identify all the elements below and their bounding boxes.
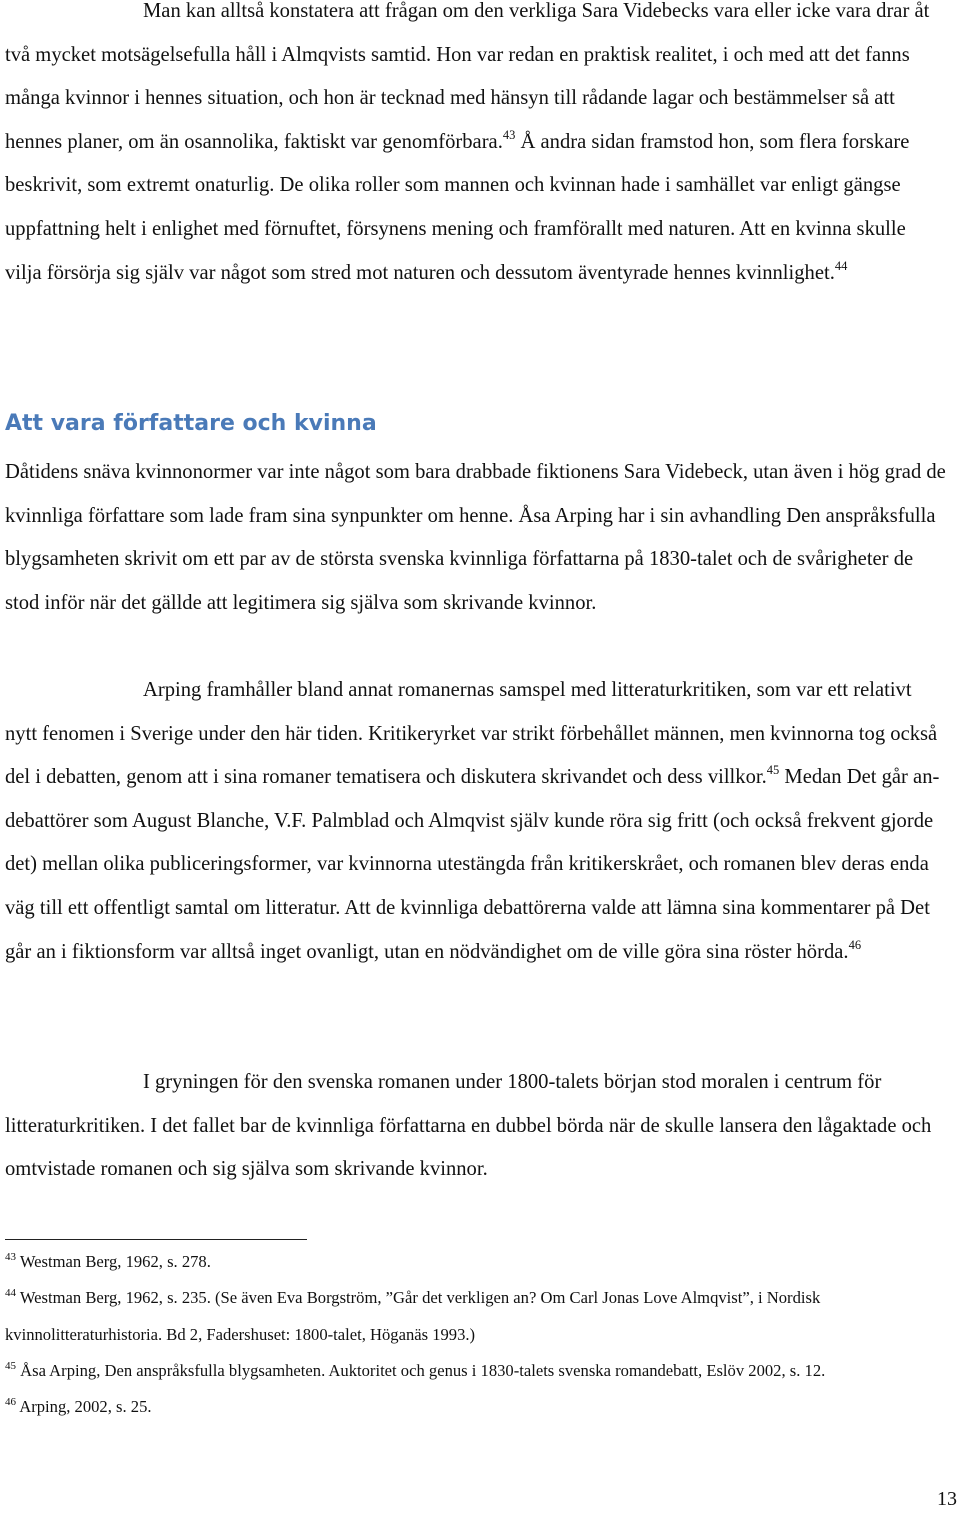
footnote-ref-43[interactable]: 43 <box>502 127 516 142</box>
paragraph-arping-romanerna <box>5 669 947 974</box>
footnote-text: Westman Berg, 1962, s. 235. (Se även Eva Borgström, ”Går det verkligen an? Om Carl Jonas Love Almqvist”, i Nordisk kvinnolitteraturhistoria. Bd 2, Fadershuset: 1800-talet, Höganäs 1993.) <box>5 1288 821 1344</box>
footnote-ref-44[interactable]: 44 <box>834 258 848 273</box>
section-heading: Att vara författare och kvinna <box>5 411 377 436</box>
footnote-44 <box>5 1280 950 1353</box>
paragraph-text: Å andra sidan framstod hon, som flera forskare beskrivit, som extremt onaturlig. De olika roller som mannen och kvinnan hade i samhället var enligt gängse uppfattning helt i enlighet med förnuftet, försynens mening och framförallt med naturen. Att en kvinna skulle vilja försörja sig själv var något som stred mot naturen och dessutom äventyrade hennes kvinnlighet. <box>5 130 910 284</box>
footnote-46 <box>5 1389 950 1425</box>
footnotes <box>5 1244 950 1425</box>
footnote-text: Westman Berg, 1962, s. 278. <box>16 1252 211 1271</box>
paragraph-gryningen: I gryningen för den svenska romanen under 1800-talets början stod moralen i centrum för litteraturkritiken. I det fallet bar de kvinnliga författarna en dubbel börda när de skulle lansera den lågaktade och omtvistade romanen och sig själva som skrivande kvinnor. <box>5 1071 932 1181</box>
footnote-43 <box>5 1244 950 1280</box>
footnote-number: 46 <box>5 1396 16 1409</box>
footnote-ref-45[interactable]: 45 <box>766 763 780 778</box>
footnote-number: 45 <box>5 1359 16 1372</box>
paragraph-text: Medan Det går an-debattörer som August Blanche, V.F. Palmblad och Almqvist själv kunde röra sig fritt (och också frekvent gjorde det) mellan olika publiceringsformer, var kvinnorna utestängda från kritikerskrået, och romanen blev deras enda väg till ett offentligt samtal om litteratur. Att de kvinnliga debattörerna valde att lämna sina kommentarer på Det går an i fiktionsform var alltså inget ovanligt, utan en nödvändighet om de ville göra sina röster hörda. <box>5 766 940 963</box>
paragraph-kvinnonormer: Dåtidens snäva kvinnonormer var inte något som bara drabbade fiktionens Sara Videbeck, utan även i hög grad de kvinnliga författare som lade fram sina synpunkter om henne. Åsa Arping har i sin avhandling Den anspråksfulla blygsamheten skrivit om ett par av de största svenska kvinnliga författarna på 1830-talet och de svårigheter de stod inför när det gällde att legitimera sig själva som skrivande kvinnor. <box>5 461 946 614</box>
footnote-text: Arping, 2002, s. 25. <box>16 1397 152 1417</box>
paragraph-sara-videbeck <box>5 0 947 295</box>
footnote-number: 43 <box>5 1251 16 1263</box>
footnote-text: Åsa Arping, Den anspråksfulla blygsamheten. Auktoritet och genus i 1830-talets svenska romandebatt, Eslöv 2002, s. 12. <box>16 1360 826 1380</box>
paragraph-text: Man kan alltså konstatera att frågan om den verkliga Sara Videbecks vara eller icke vara drar åt två mycket motsägelsefulla håll i Almqvists samtid. Hon var redan en praktisk realitet, i och med att det fanns många kvinnor i hennes situation, och hon är tecknad med hänsyn till rådande lagar och bestämmelser så att hennes planer, om än osannolika, faktiskt var genomförbara. <box>5 0 930 153</box>
footnote-45 <box>5 1353 950 1389</box>
footnote-number: 44 <box>5 1287 16 1300</box>
footnote-ref-46[interactable]: 46 <box>848 937 862 952</box>
page-number: 13 <box>937 1488 957 1510</box>
footnote-separator <box>5 1239 307 1240</box>
paragraph-text: Arping framhåller bland annat romanernas samspel med litteraturkritiken, som var ett relativt nytt fenomen i Sverige under den här tiden. Kritikeryrket var strikt förbehållet männen, men kvinnorna tog också del i debatten, genom att i sina romaner tematisera och diskutera skrivandet och dess villkor. <box>5 679 938 789</box>
